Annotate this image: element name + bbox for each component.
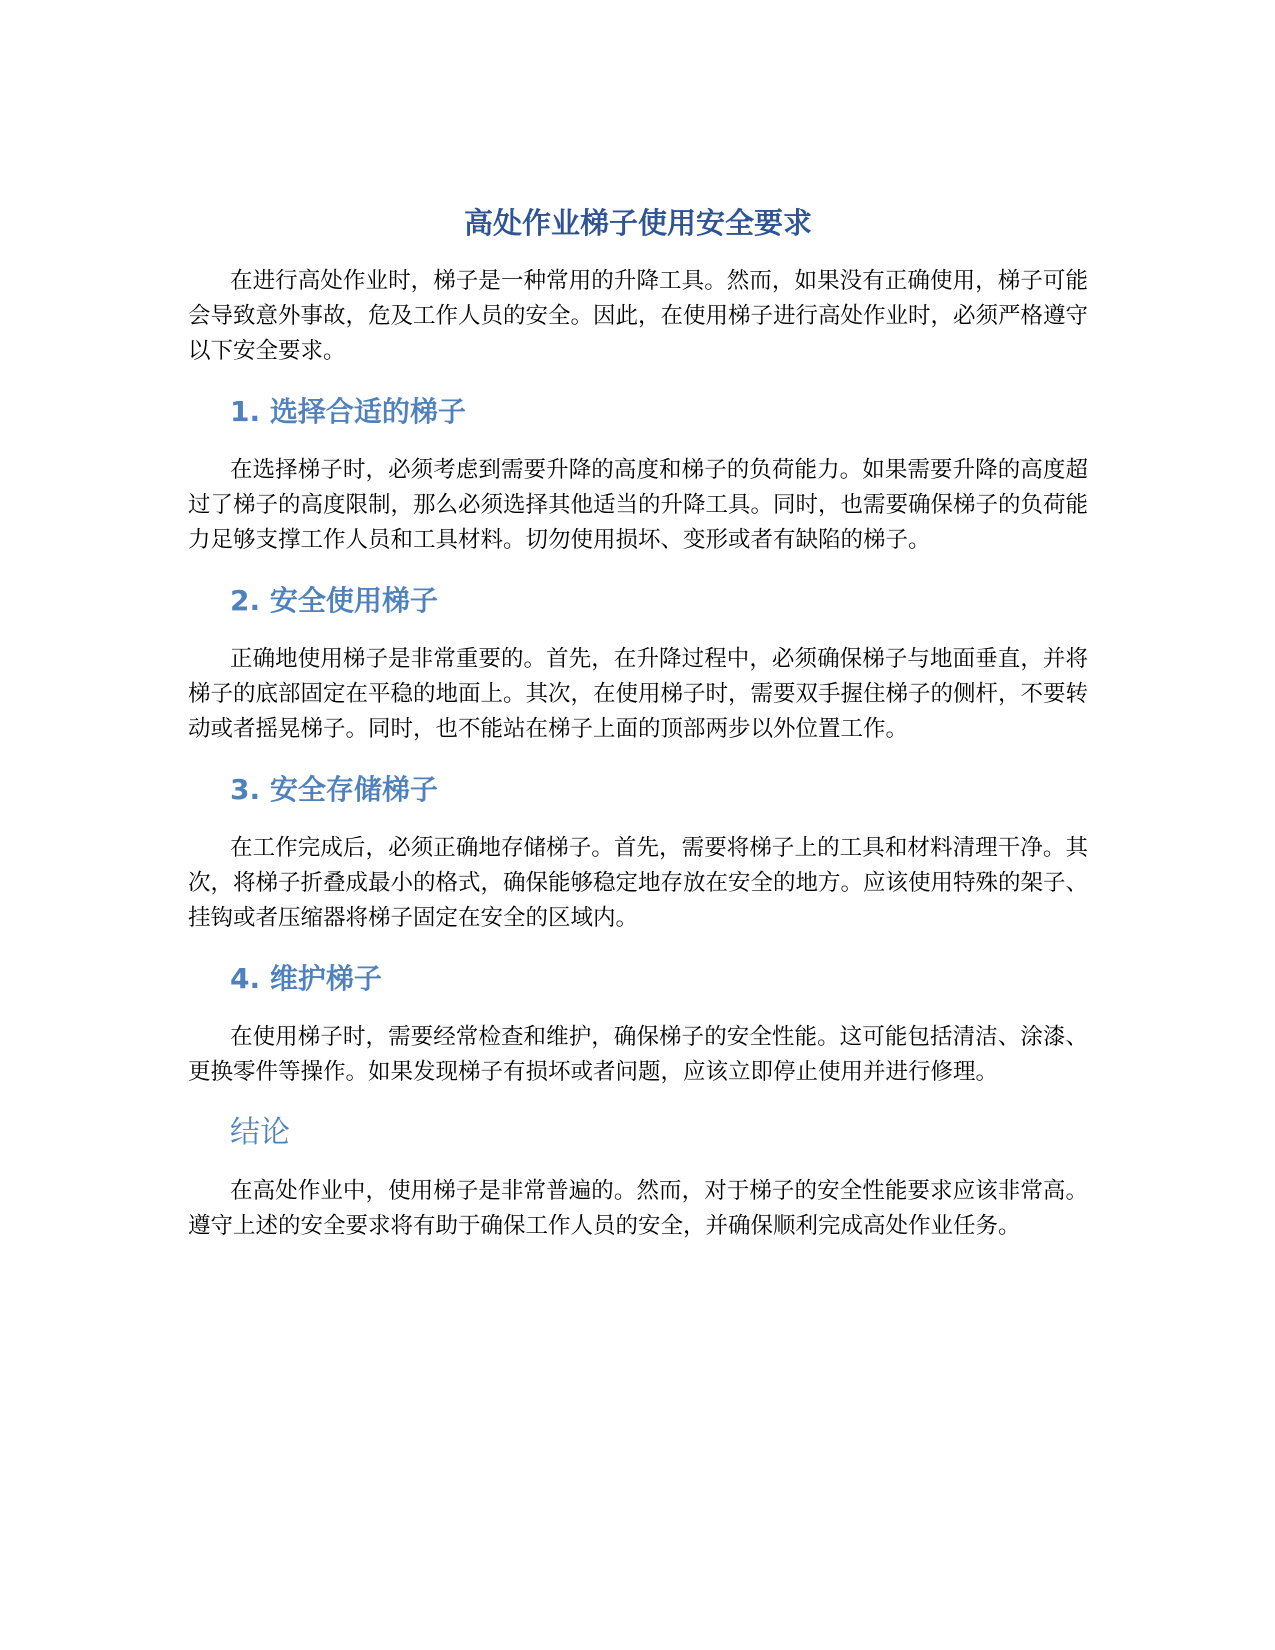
intro-paragraph: 在进行高处作业时，梯子是一种常用的升降工具。然而，如果没有正确使用，梯子可能会导致意外事故，危及工作人员的安全。因此，在使用梯子进行高处作业时，必须严格遵守以下安全要求。 (188, 268, 1089, 364)
conclusion-heading: 结论 (230, 1115, 290, 1150)
conclusion-body: 在高处作业中，使用梯子是非常普遍的。然而，对于梯子的安全性能要求应该非常高。遵守上述的安全要求将有助于确保工作人员的安全，并确保顺利完成高处作业任务。 (188, 1178, 1088, 1239)
section-heading-maintenance: 4. 维护梯子 (230, 962, 382, 995)
section-body-safe-use: 正确地使用梯子是非常重要的。首先，在升降过程中，必须确保梯子与地面垂直，并将梯子的底部固定在平稳的地面上。其次，在使用梯子时，需要双手握住梯子的侧杆，不要转动或者摇晃梯子。同时，也不能站在梯子上面的顶部两步以外位置工作。 (188, 646, 1089, 742)
section-heading-safe-storage: 3. 安全存储梯子 (230, 773, 438, 806)
section-body-safe-storage: 在工作完成后，必须正确地存储梯子。首先，需要将梯子上的工具和材料清理干净。其次，将梯子折叠成最小的格式，确保能够稳定地存放在安全的地方。应该使用特殊的架子、挂钩或者压缩器将梯子固定在安全的区域内。 (188, 835, 1089, 931)
section-heading-safe-use: 2. 安全使用梯子 (230, 584, 438, 617)
document-body (188, 196, 1088, 1244)
section-body-choose-ladder: 在选择梯子时，必须考虑到需要升降的高度和梯子的负荷能力。如果需要升降的高度超过了梯子的高度限制，那么必须选择其他适当的升降工具。同时，也需要确保梯子的负荷能力足够支撑工作人员和工具材料。切勿使用损坏、变形或者有缺陷的梯子。 (188, 457, 1089, 553)
section-body-maintenance: 在使用梯子时，需要经常检查和维护，确保梯子的安全性能。这可能包括清洁、涂漆、更换零件等操作。如果发现梯子有损坏或者问题，应该立即停止使用并进行修理。 (188, 1024, 1088, 1085)
document-title: 高处作业梯子使用安全要求 (463, 206, 812, 240)
section-heading-choose-ladder: 1. 选择合适的梯子 (230, 395, 466, 428)
